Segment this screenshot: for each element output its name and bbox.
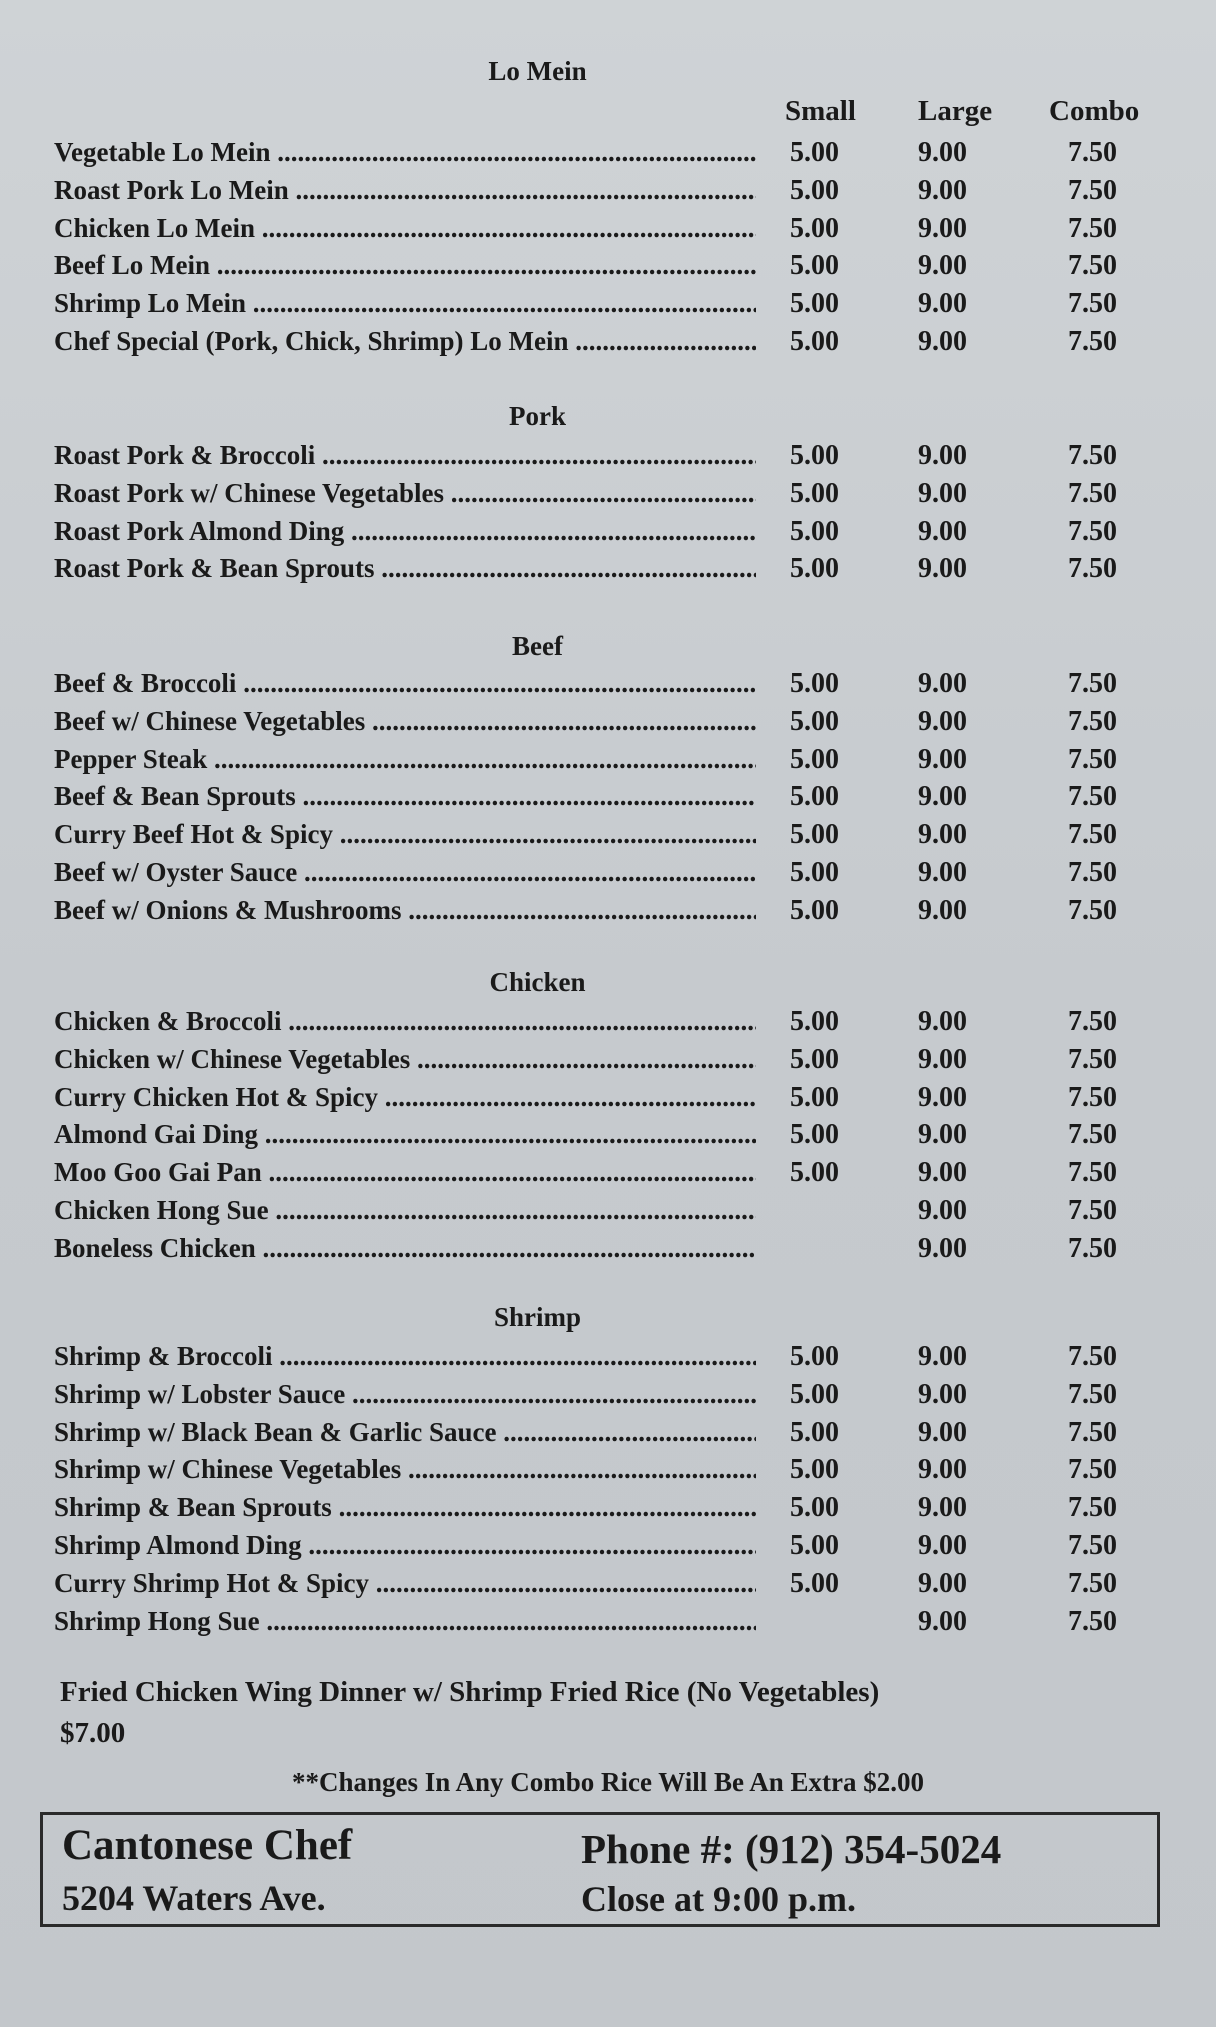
price-small: 5.00 — [790, 1378, 839, 1410]
price-combo: 7.50 — [1068, 1043, 1117, 1075]
menu-item-name: Chicken Hong Sue ..... — [54, 1195, 756, 1226]
price-combo: 7.50 — [1068, 212, 1117, 244]
price-small: 5.00 — [790, 1341, 839, 1372]
menu-item-name: Shrimp w/ Black Bean & Garlic Sauce ..... — [54, 1417, 756, 1448]
menu-item-row — [0, 326, 1216, 364]
price-large: 9.00 — [918, 250, 967, 282]
price-small: 5.00 — [790, 743, 839, 775]
menu-item-row — [0, 1568, 1216, 1606]
menu-item-name: Curry Shrimp Hot & Spicy ..... — [54, 1568, 756, 1599]
price-large: 9.00 — [918, 326, 967, 357]
section-title: Beef — [512, 631, 563, 661]
combo-rice-note: **Changes In Any Combo Rice Will Be An Extra $2.00 — [291, 1767, 925, 1797]
column-header-small: Small — [785, 95, 856, 127]
price-combo: 7.50 — [1068, 250, 1117, 282]
price-combo: 7.50 — [1068, 819, 1117, 851]
price-combo: 7.50 — [1068, 743, 1117, 775]
menu-item-name: Roast Pork & Bean Sprouts ..... — [54, 553, 756, 584]
menu-item-name: Chicken w/ Chinese Vegetables ..... — [54, 1044, 756, 1075]
price-large: 9.00 — [918, 1081, 967, 1113]
menu-item-name: Beef Lo Mein ..... — [54, 250, 756, 281]
price-large: 9.00 — [918, 1043, 967, 1075]
price-combo: 7.50 — [1068, 1567, 1117, 1599]
price-combo: 7.50 — [1068, 1454, 1117, 1486]
menu-item-row — [0, 250, 1216, 288]
price-small: 5.00 — [790, 326, 839, 357]
menu-item-name: Shrimp Lo Mein ..... — [54, 288, 756, 319]
menu-item-name: Shrimp & Broccoli ..... — [54, 1341, 756, 1372]
column-header-combo: Combo — [1049, 95, 1140, 127]
menu-item-row — [0, 1157, 1216, 1195]
price-small: 5.00 — [790, 515, 839, 547]
price-large: 9.00 — [918, 1492, 967, 1524]
price-small: 5.00 — [790, 819, 839, 851]
section-title: Pork — [509, 401, 566, 431]
price-large: 9.00 — [918, 857, 967, 888]
price-large: 9.00 — [918, 705, 967, 737]
menu-item-row — [0, 744, 1216, 782]
price-small: 5.00 — [790, 894, 839, 926]
menu-item-row — [0, 1341, 1216, 1379]
price-small: 5.00 — [790, 137, 839, 168]
price-large: 9.00 — [918, 1232, 967, 1264]
price-large: 9.00 — [918, 1195, 967, 1226]
price-combo: 7.50 — [1068, 1530, 1117, 1561]
price-large: 9.00 — [918, 1605, 967, 1637]
menu-item-row — [0, 175, 1216, 213]
price-small: 5.00 — [790, 1416, 839, 1448]
price-combo: 7.50 — [1068, 515, 1117, 547]
menu-item-row — [0, 1195, 1216, 1233]
price-combo: 7.50 — [1068, 1195, 1117, 1226]
menu-item-row — [0, 1530, 1216, 1568]
price-large: 9.00 — [918, 477, 967, 509]
menu-item-name: Shrimp & Bean Sprouts ..... — [54, 1492, 756, 1523]
price-large: 9.00 — [918, 894, 967, 926]
menu-item-row — [0, 553, 1216, 591]
section-title: Chicken — [489, 967, 586, 997]
menu-item-row — [0, 1044, 1216, 1082]
menu-item-row — [0, 516, 1216, 554]
menu-item-name: Almond Gai Ding ..... — [54, 1119, 756, 1150]
menu-item-name: Chicken Lo Mein ..... — [54, 213, 756, 244]
price-small: 5.00 — [790, 212, 839, 244]
menu-item-row — [0, 1119, 1216, 1157]
menu-item-name: Moo Goo Gai Pan ..... — [54, 1157, 756, 1188]
price-small: 5.00 — [790, 781, 839, 813]
price-small: 5.00 — [790, 440, 839, 471]
special-item-price: $7.00 — [60, 1717, 126, 1749]
price-combo: 7.50 — [1068, 1605, 1117, 1637]
menu-item-name: Beef & Broccoli ..... — [54, 668, 756, 699]
menu-item-row — [0, 1379, 1216, 1417]
price-small: 5.00 — [790, 288, 839, 320]
menu-item-name: Chef Special (Pork, Chick, Shrimp) Lo Mein ..... — [54, 326, 756, 357]
price-large: 9.00 — [918, 1341, 967, 1372]
menu-item-name: Beef w/ Oyster Sauce ..... — [54, 857, 756, 888]
price-large: 9.00 — [918, 743, 967, 775]
price-combo: 7.50 — [1068, 1081, 1117, 1113]
price-small: 5.00 — [790, 1454, 839, 1486]
restaurant-name: Cantonese Chef — [62, 1822, 353, 1869]
menu-item-row — [0, 478, 1216, 516]
section-title: Lo Mein — [488, 56, 587, 86]
price-small: 5.00 — [790, 705, 839, 737]
price-combo: 7.50 — [1068, 1416, 1117, 1448]
price-combo: 7.50 — [1068, 705, 1117, 737]
menu-item-name: Shrimp w/ Chinese Vegetables ..... — [54, 1454, 756, 1485]
price-large: 9.00 — [918, 1567, 967, 1599]
price-small: 5.00 — [790, 1043, 839, 1075]
menu-item-name: Roast Pork Lo Mein ..... — [54, 175, 756, 206]
menu-item-name: Roast Pork w/ Chinese Vegetables ..... — [54, 478, 756, 509]
menu-item-row — [0, 895, 1216, 933]
price-combo: 7.50 — [1068, 1119, 1117, 1151]
price-small: 5.00 — [790, 857, 839, 888]
price-small: 5.00 — [790, 553, 839, 585]
price-combo: 7.50 — [1068, 137, 1117, 168]
price-small: 5.00 — [790, 174, 839, 206]
price-combo: 7.50 — [1068, 1157, 1117, 1189]
price-combo: 7.50 — [1068, 174, 1117, 206]
menu-item-name: Curry Chicken Hot & Spicy ..... — [54, 1082, 756, 1113]
price-large: 9.00 — [918, 781, 967, 813]
menu-item-row — [0, 1082, 1216, 1120]
menu-item-name: Roast Pork & Broccoli ..... — [54, 440, 756, 471]
menu-item-row — [0, 1006, 1216, 1044]
price-large: 9.00 — [918, 288, 967, 320]
menu-item-row — [0, 440, 1216, 478]
price-combo: 7.50 — [1068, 668, 1117, 699]
price-combo: 7.50 — [1068, 1378, 1117, 1410]
price-large: 9.00 — [918, 1157, 967, 1189]
menu-item-name: Beef & Bean Sprouts ..... — [54, 781, 756, 812]
price-small: 5.00 — [790, 1567, 839, 1599]
price-small: 5.00 — [790, 1119, 839, 1151]
restaurant-address: 5204 Waters Ave. — [62, 1878, 326, 1918]
price-small: 5.00 — [790, 1492, 839, 1524]
price-large: 9.00 — [918, 174, 967, 206]
menu-item-row — [0, 1233, 1216, 1271]
price-small: 5.00 — [790, 1081, 839, 1113]
menu-item-name: Boneless Chicken ..... — [54, 1233, 756, 1264]
menu-item-row — [0, 668, 1216, 706]
menu-item-row — [0, 213, 1216, 251]
menu-item-name: Beef w/ Chinese Vegetables ..... — [54, 706, 756, 737]
price-large: 9.00 — [918, 515, 967, 547]
menu-item-name: Shrimp Hong Sue ..... — [54, 1606, 756, 1637]
price-small: 5.00 — [790, 1006, 839, 1037]
price-combo: 7.50 — [1068, 326, 1117, 357]
price-large: 9.00 — [918, 440, 967, 471]
price-small: 5.00 — [790, 250, 839, 282]
price-combo: 7.50 — [1068, 288, 1117, 320]
menu-item-name: Pepper Steak ..... — [54, 744, 756, 775]
price-large: 9.00 — [918, 1416, 967, 1448]
menu-item-name: Shrimp Almond Ding ..... — [54, 1530, 756, 1561]
price-small: 5.00 — [790, 477, 839, 509]
price-large: 9.00 — [918, 1006, 967, 1037]
menu-item-name: Beef w/ Onions & Mushrooms ..... — [54, 895, 756, 926]
menu-item-row — [0, 1454, 1216, 1492]
menu-item-row — [0, 1606, 1216, 1644]
menu-item-row — [0, 1417, 1216, 1455]
price-large: 9.00 — [918, 1454, 967, 1486]
menu-item-name: Roast Pork Almond Ding ..... — [54, 516, 756, 547]
price-combo: 7.50 — [1068, 1006, 1117, 1037]
section-title: Shrimp — [493, 1302, 582, 1332]
price-combo: 7.50 — [1068, 1341, 1117, 1372]
price-combo: 7.50 — [1068, 1492, 1117, 1524]
price-large: 9.00 — [918, 1530, 967, 1561]
price-large: 9.00 — [918, 1119, 967, 1151]
menu-item-name: Shrimp w/ Lobster Sauce ..... — [54, 1379, 756, 1410]
restaurant-phone: Phone #: (912) 354-5024 — [581, 1826, 1002, 1872]
price-small: 5.00 — [790, 1530, 839, 1561]
menu-item-name: Vegetable Lo Mein ..... — [54, 137, 756, 168]
price-combo: 7.50 — [1068, 477, 1117, 509]
price-small: 5.00 — [790, 1157, 839, 1189]
price-combo: 7.50 — [1068, 440, 1117, 471]
restaurant-hours: Close at 9:00 p.m. — [581, 1879, 856, 1919]
price-large: 9.00 — [918, 668, 967, 699]
price-large: 9.00 — [918, 137, 967, 168]
price-combo: 7.50 — [1068, 553, 1117, 585]
price-large: 9.00 — [918, 1378, 967, 1410]
price-small: 5.00 — [790, 668, 839, 699]
menu-item-name: Curry Beef Hot & Spicy ..... — [54, 819, 756, 850]
price-combo: 7.50 — [1068, 1232, 1117, 1264]
menu-item-row — [0, 857, 1216, 895]
menu-item-row — [0, 288, 1216, 326]
menu-item-row — [0, 781, 1216, 819]
menu-item-row — [0, 1492, 1216, 1530]
menu-item-row — [0, 819, 1216, 857]
special-item-name: Fried Chicken Wing Dinner w/ Shrimp Fried Rice (No Vegetables) — [60, 1676, 880, 1708]
price-large: 9.00 — [918, 819, 967, 851]
price-combo: 7.50 — [1068, 857, 1117, 888]
column-header-large: Large — [918, 95, 993, 127]
price-combo: 7.50 — [1068, 894, 1117, 926]
menu-item-row — [0, 137, 1216, 175]
price-large: 9.00 — [918, 553, 967, 585]
price-combo: 7.50 — [1068, 781, 1117, 813]
menu-item-row — [0, 706, 1216, 744]
menu-item-name: Chicken & Broccoli ..... — [54, 1006, 756, 1037]
restaurant-info-box — [40, 1812, 1160, 1927]
price-large: 9.00 — [918, 212, 967, 244]
